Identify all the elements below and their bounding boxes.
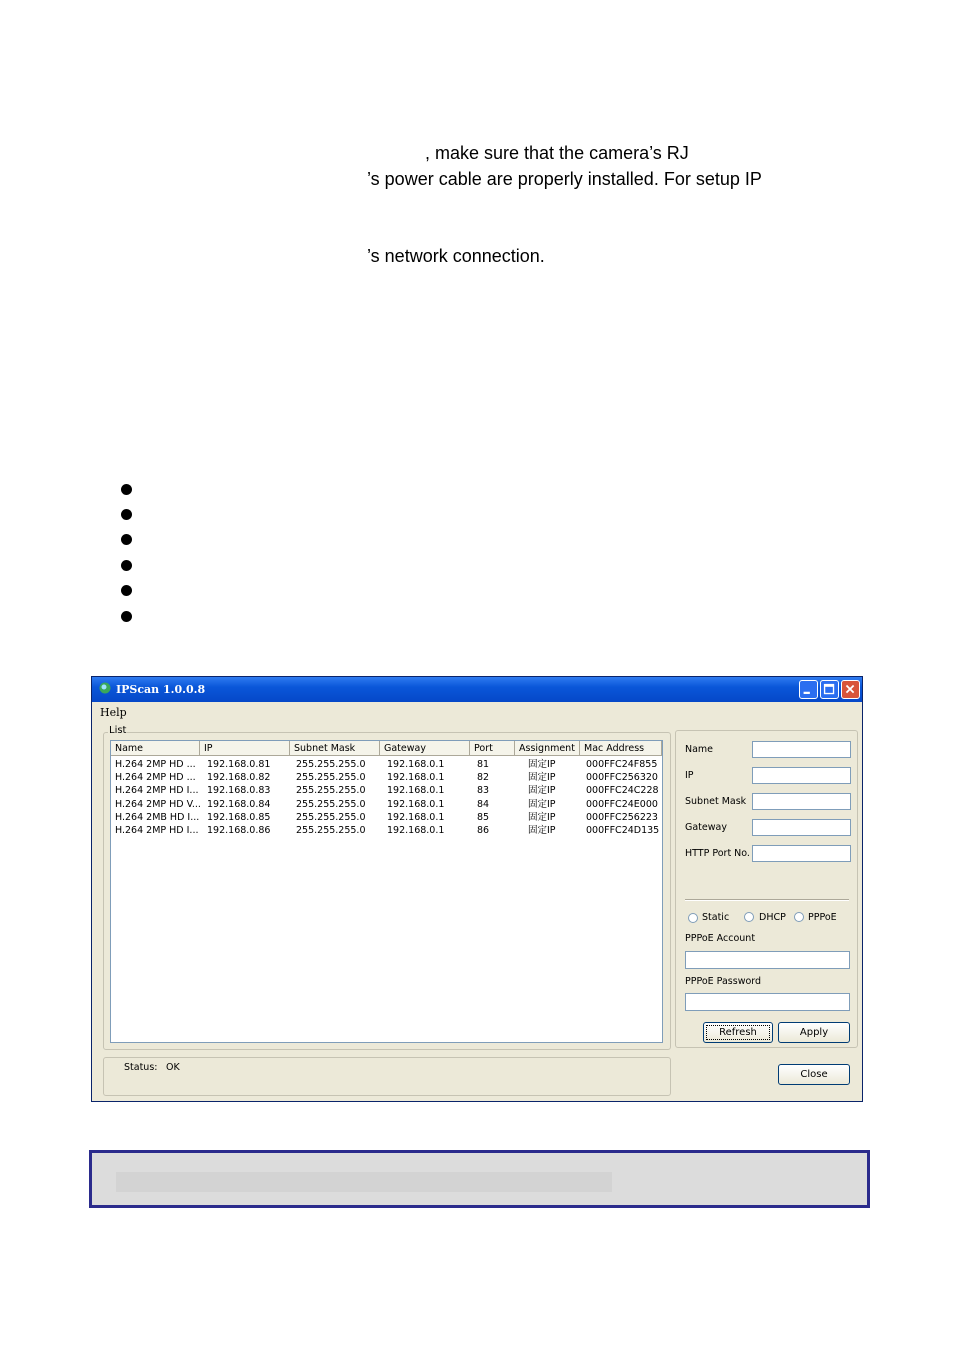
title-bar[interactable] — [92, 677, 862, 702]
col-header-assignment[interactable]: Assignment — [515, 741, 580, 756]
http-port-field[interactable] — [752, 845, 851, 862]
table-cell: 000FFC256223 — [586, 811, 658, 823]
doc-line-3: ’s network connection. — [367, 246, 545, 266]
table-cell: H.264 2MP HD ... — [115, 772, 196, 784]
radio-dhcp[interactable] — [744, 912, 754, 922]
table-cell: H.264 2MP HD V... — [115, 798, 201, 810]
status-group — [103, 1057, 671, 1096]
table-cell: 255.255.255.0 — [296, 825, 366, 836]
table-row[interactable] — [111, 758, 662, 771]
table-cell: 192.168.0.82 — [207, 772, 271, 784]
col-header-subnet[interactable]: Subnet Mask — [290, 741, 380, 756]
pppoe-account-label: PPPoE Account — [685, 933, 756, 944]
close-icon — [842, 681, 859, 698]
table-cell: 192.168.0.81 — [207, 759, 271, 770]
close-window-button[interactable] — [841, 680, 860, 699]
separator — [685, 899, 849, 901]
table-cell: 固定IP — [528, 772, 556, 784]
window-title: IPScan 1.0.0.8 — [116, 683, 206, 696]
gateway-label: Gateway — [685, 822, 727, 833]
table-cell: 192.168.0.85 — [207, 811, 271, 823]
col-header-gateway[interactable]: Gateway — [380, 741, 470, 756]
minimize-icon — [800, 681, 817, 698]
ipscan-window — [91, 676, 863, 1102]
table-row[interactable] — [111, 811, 662, 824]
table-cell: 000FFC24C228 — [586, 785, 659, 797]
note-box — [89, 1150, 870, 1208]
table-cell: 192.168.0.1 — [387, 811, 445, 823]
table-cell: 82 — [477, 772, 490, 784]
table-cell: 192.168.0.83 — [207, 785, 271, 797]
doc-line-2: ’s power cable are properly installed. For setup IP — [367, 169, 762, 189]
name-field[interactable] — [752, 741, 851, 758]
subnet-field[interactable] — [752, 793, 851, 810]
table-cell: 86 — [477, 825, 490, 836]
bullet-5 — [121, 585, 132, 596]
radio-static-label: Static — [702, 912, 730, 923]
table-cell: 255.255.255.0 — [296, 759, 366, 770]
table-cell: H.264 2MP HD I... — [115, 825, 199, 836]
table-cell: 固定IP — [528, 785, 556, 797]
radio-pppoe-label: PPPoE — [808, 912, 837, 923]
table-row[interactable] — [111, 824, 662, 837]
radio-pppoe[interactable] — [794, 912, 804, 922]
bullet-3 — [121, 534, 132, 545]
doc-line-1: , make sure that the camera’s RJ — [425, 143, 689, 163]
table-cell: 192.168.0.86 — [207, 825, 271, 836]
menu-bar — [92, 702, 862, 722]
table-cell: 81 — [477, 759, 490, 770]
bullet-1 — [121, 484, 132, 495]
table-cell: 固定IP — [528, 825, 556, 836]
table-cell: 85 — [477, 811, 490, 823]
app-icon — [98, 681, 112, 695]
list-header — [111, 741, 662, 757]
table-cell: 192.168.0.1 — [387, 785, 445, 797]
maximize-icon — [821, 681, 838, 698]
bullet-2 — [121, 509, 132, 520]
gateway-field[interactable] — [752, 819, 851, 836]
status-value: OK — [166, 1062, 180, 1073]
table-cell: H.264 2MB HD I... — [115, 811, 200, 823]
menu-help[interactable]: Help — [100, 706, 127, 719]
ip-label: IP — [685, 770, 694, 781]
http-port-label: HTTP Port No. — [685, 848, 750, 859]
note-highlight-bar — [116, 1172, 612, 1192]
table-cell: 192.168.0.1 — [387, 759, 445, 770]
apply-button[interactable]: Apply — [778, 1022, 850, 1043]
pppoe-account-field[interactable] — [685, 951, 850, 969]
table-cell: 固定IP — [528, 759, 556, 770]
table-cell: 000FFC24D135 — [586, 825, 660, 836]
table-cell: 000FFC256320 — [586, 772, 658, 784]
table-cell: 192.168.0.1 — [387, 825, 445, 836]
table-cell: 83 — [477, 785, 490, 797]
table-cell: 192.168.0.1 — [387, 772, 445, 784]
list-group-label: List — [109, 725, 127, 736]
table-cell: 000FFC24E000 — [586, 798, 658, 810]
bullet-4 — [121, 560, 132, 571]
table-row[interactable] — [111, 798, 662, 811]
pppoe-password-label: PPPoE Password — [685, 976, 762, 987]
device-list[interactable] — [110, 740, 663, 1043]
table-cell: 84 — [477, 798, 490, 810]
name-label: Name — [685, 744, 714, 755]
radio-static[interactable] — [688, 913, 698, 923]
col-header-port[interactable]: Port — [470, 741, 515, 756]
col-header-name[interactable]: Name — [111, 741, 200, 756]
minimize-button[interactable] — [799, 680, 818, 699]
bullet-6 — [121, 611, 132, 622]
table-cell: 192.168.0.84 — [207, 798, 271, 810]
subnet-label: Subnet Mask — [685, 796, 747, 807]
pppoe-password-field[interactable] — [685, 993, 850, 1011]
table-cell: 固定IP — [528, 798, 556, 810]
ip-field[interactable] — [752, 767, 851, 784]
table-cell: 192.168.0.1 — [387, 798, 445, 810]
table-cell: 255.255.255.0 — [296, 772, 366, 784]
table-cell: 固定IP — [528, 811, 556, 823]
table-row[interactable] — [111, 771, 662, 784]
col-header-mac[interactable]: Mac Address — [580, 741, 662, 756]
table-cell: 000FFC24F855 — [586, 759, 658, 770]
table-cell: H.264 2MP HD I... — [115, 785, 199, 797]
table-row[interactable] — [111, 784, 662, 797]
refresh-button[interactable]: Refresh — [703, 1022, 773, 1043]
radio-dhcp-label: DHCP — [759, 912, 786, 923]
table-cell: 255.255.255.0 — [296, 785, 366, 797]
close-button[interactable]: Close — [778, 1064, 850, 1085]
maximize-button[interactable] — [820, 680, 839, 699]
table-cell: 255.255.255.0 — [296, 811, 366, 823]
table-cell: H.264 2MP HD ... — [115, 759, 196, 770]
status-label: Status: — [124, 1062, 158, 1073]
col-header-ip[interactable]: IP — [200, 741, 290, 756]
table-cell: 255.255.255.0 — [296, 798, 366, 810]
